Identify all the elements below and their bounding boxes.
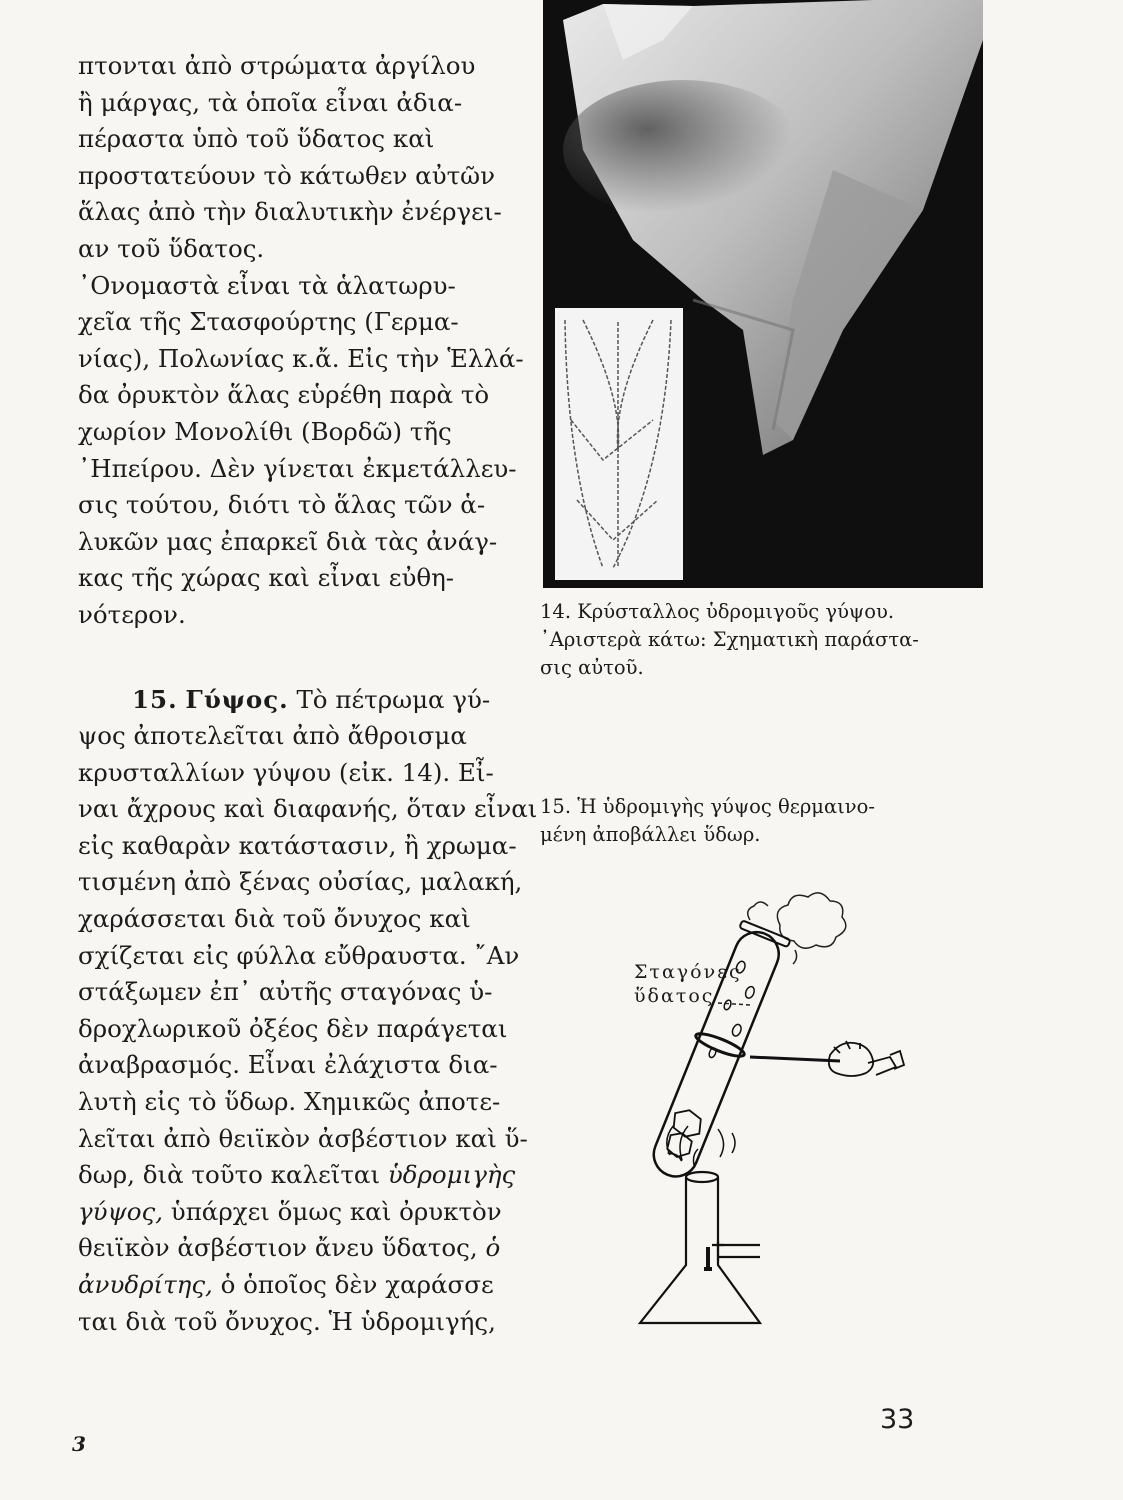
text-segment: θειϊκὸν ἀσβέστιον ἄνευ ὕδατος,	[78, 1233, 478, 1263]
text-line: ᾿Ονομαστὰ εἶναι τὰ ἁλατωρυ-	[78, 270, 456, 300]
text-segment: δωρ, διὰ τοῦτο καλεῖται	[78, 1160, 381, 1190]
text-line: λεῖται ἀπὸ θειϊκὸν ἀσβέστιον καὶ ὕ-	[78, 1123, 528, 1153]
page-number: 33	[880, 1404, 915, 1435]
text-line: χαράσσεται διὰ τοῦ ὄνυχος καὶ	[78, 904, 471, 934]
text-line: σις τούτου, διότι τὸ ἅλας τῶν ἁ-	[78, 490, 486, 520]
section-title: Γύψος.	[185, 684, 289, 714]
caption-line: μένη ἀποβάλλει ὕδωρ.	[540, 823, 761, 846]
text-line: χωρίον Μονολίθι (Βορδῶ) τῆς	[78, 416, 452, 446]
caption-line: 14. Κρύσταλλος ὑδρομιγοῦς γύψου.	[540, 600, 895, 623]
italic-term: ὁ	[485, 1233, 501, 1263]
caption-line: 15. Ἡ ὑδρομιγὴς γύψος θερμαινο-	[540, 795, 875, 818]
text-line: χεῖα τῆς Στασφούρτης (Γερμα-	[78, 307, 459, 337]
text-line: κρυσταλλίων γύψου (εἰκ. 14). Εἶ-	[78, 757, 494, 787]
gypsum-crystal-photo	[543, 0, 983, 588]
signature-mark: 3	[72, 1432, 86, 1456]
text-line: ᾿Ηπείρου. Δὲν γίνεται ἐκμετάλλευ-	[78, 453, 517, 483]
text-line: πέραστα ὑπὸ τοῦ ὕδατος καὶ	[78, 124, 435, 154]
section-number: 15.	[132, 684, 178, 714]
text-line: ται διὰ τοῦ ὄνυχος. Ἡ ὑδρομιγής,	[78, 1306, 496, 1336]
text-line	[78, 1194, 508, 1231]
figure-15-caption	[540, 793, 875, 849]
text-line: κας τῆς χώρας καὶ εἶναι εὐθη-	[78, 563, 455, 593]
caption-line: σις αὐτοῦ.	[540, 656, 644, 679]
section-heading-line	[78, 682, 508, 719]
section-first-line: Τὸ πέτρωμα γύ-	[296, 684, 491, 714]
italic-term: ἀνυδρίτης,	[78, 1270, 213, 1299]
heated-test-tube-diagram	[600, 885, 930, 1335]
italic-term: ὑδρομιγὴς	[387, 1160, 516, 1190]
figure-15-drawing	[600, 885, 930, 1335]
schematic-inset	[555, 308, 683, 580]
text-line: νίας), Πολωνίας κ.ἄ. Εἰς τὴν Ἑλλά-	[78, 343, 524, 373]
text-line: ἢ μάργας, τὰ ὁποῖα εἶναι ἀδια-	[78, 87, 463, 117]
main-text-column	[78, 48, 538, 1340]
text-line: πτονται ἀπὸ στρώματα ἀργίλου	[78, 51, 476, 80]
text-segment: ὁ ὁποῖος δὲν χαράσσε	[212, 1270, 494, 1299]
text-segment: ὑπάρχει ὅμως καὶ ὀρυκτὸν	[163, 1196, 502, 1226]
text-line: ναι ἄχρους καὶ διαφανής, ὅταν εἶναι	[78, 794, 538, 824]
text-line: ἀναβρασμός. Εἶναι ἐλάχιστα δια-	[78, 1050, 498, 1080]
burner	[640, 1172, 760, 1323]
caption-line: ᾿Αριστερὰ κάτω: Σχηματικὴ παράστα-	[540, 628, 919, 651]
text-line: τισμένη ἀπὸ ξένας οὐσίας, μαλακή,	[78, 867, 523, 897]
text-line: ψος ἀποτελεῖται ἀπὸ ἄθροισμα	[78, 721, 467, 751]
text-line	[78, 1230, 508, 1267]
italic-term: γύψος,	[78, 1196, 164, 1226]
text-line	[78, 1157, 516, 1194]
text-line: στάξωμεν ἐπ᾿ αὐτῆς σταγόνας ὑ-	[78, 977, 493, 1007]
text-line: δα ὀρυκτὸν ἅλας εὑρέθη παρὰ τὸ	[78, 380, 490, 410]
text-line: λυτὴ εἰς τὸ ὕδωρ. Χημικῶς ἀποτε-	[78, 1087, 501, 1117]
text-line: προστατεύουν τὸ κάτωθεν αὐτῶν	[78, 160, 496, 190]
text-line	[78, 1267, 508, 1304]
label-line: Σταγόνες	[634, 961, 742, 983]
text-line: νότερον.	[78, 599, 186, 629]
text-line: αν τοῦ ὕδατος.	[78, 233, 265, 263]
text-line: λυκῶν μας ἐπαρκεῖ διὰ τὰς ἀνάγ-	[78, 526, 498, 556]
text-line: εἰς καθαρὰν κατάστασιν, ἢ χρωμα-	[78, 830, 517, 860]
text-line: σχίζεται εἰς φύλλα εὔθραυστα. ῎Αν	[78, 940, 520, 970]
hand-outline	[829, 1041, 904, 1076]
text-line: δροχλωρικοῦ ὀξέος δὲν παράγεται	[78, 1013, 508, 1043]
label-line: ὕδατος	[634, 985, 715, 1007]
text-line: ἅλας ἀπὸ τὴν διαλυτικὴν ἐνέργει-	[78, 197, 502, 227]
figure-14-caption	[540, 598, 919, 682]
water-drops-label	[634, 960, 742, 1008]
crystal-photo-drawing	[543, 0, 983, 588]
